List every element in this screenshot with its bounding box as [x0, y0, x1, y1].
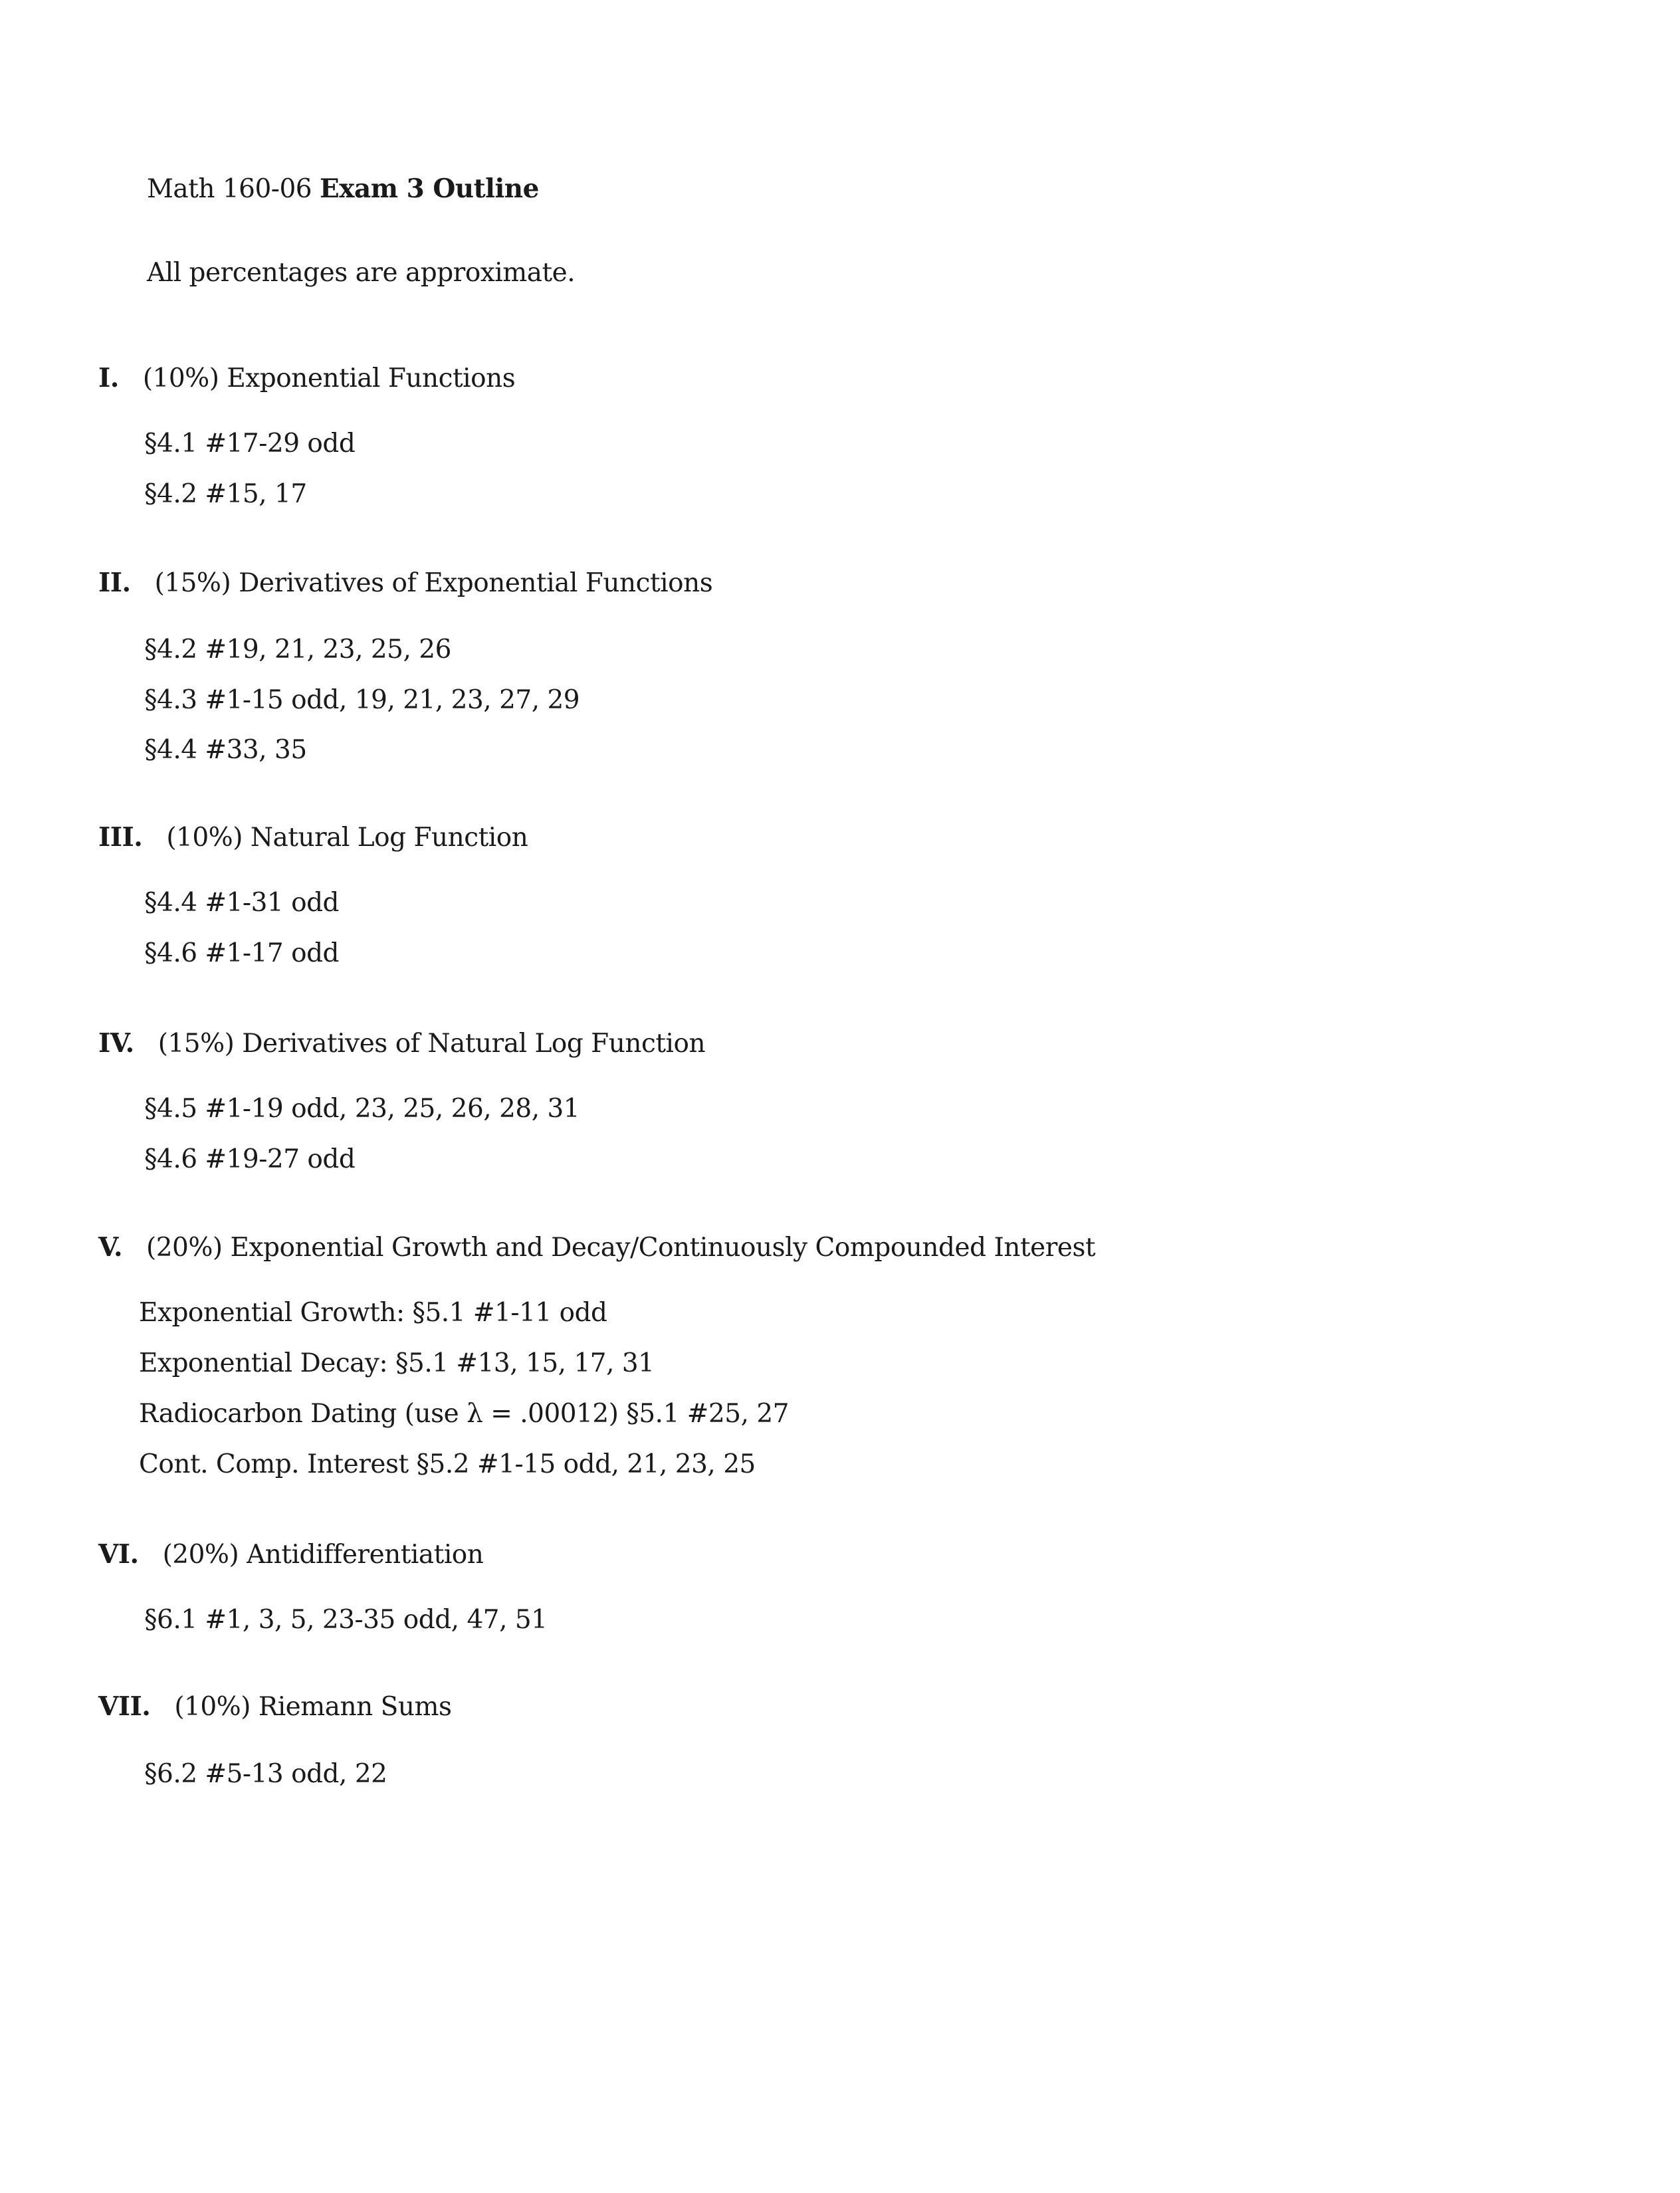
section-numeral: I.: [98, 363, 119, 393]
section-numeral: IV.: [98, 1028, 134, 1059]
list-item: §4.4 #1-31 odd: [144, 888, 340, 918]
page-title: [147, 173, 539, 205]
section-heading: [98, 1231, 1095, 1264]
section-heading: [98, 567, 712, 599]
section-heading: [98, 1538, 483, 1571]
list-item: §6.2 #5-13 odd, 22: [144, 1759, 387, 1789]
section-heading: [98, 1027, 705, 1060]
list-item: §4.2 #15, 17: [144, 479, 307, 509]
list-item: §4.4 #33, 35: [144, 735, 307, 765]
course-label: Math 160-06: [147, 174, 312, 204]
list-item: Cont. Comp. Interest §5.2 #1-15 odd, 21, 23, 25: [139, 1449, 756, 1479]
exam-title: Exam 3 Outline: [320, 173, 539, 204]
list-item: Radiocarbon Dating (use λ = .00012) §5.1 #25, 27: [139, 1399, 789, 1429]
section-title: (15%) Derivatives of Exponential Functions: [154, 568, 713, 598]
list-item: Exponential Decay: §5.1 #13, 15, 17, 31: [139, 1348, 655, 1378]
section-heading: [98, 821, 528, 854]
section-heading: [98, 1691, 451, 1723]
list-item: §4.5 #1-19 odd, 23, 25, 26, 28, 31: [144, 1094, 580, 1124]
section-numeral: II.: [98, 568, 131, 598]
section-title: (10%) Exponential Functions: [142, 364, 516, 393]
section-title: (10%) Riemann Sums: [174, 1692, 452, 1722]
list-item: Exponential Growth: §5.1 #1-11 odd: [139, 1298, 607, 1328]
section-title: (15%) Derivatives of Natural Log Function: [158, 1029, 706, 1059]
section-title: (10%) Natural Log Function: [166, 823, 528, 853]
section-title: (20%) Exponential Growth and Decay/Continuously Compounded Interest: [146, 1233, 1096, 1263]
section-heading: [98, 362, 515, 395]
list-item: §4.3 #1-15 odd, 19, 21, 23, 27, 29: [144, 685, 580, 715]
note: All percentages are approximate.: [147, 258, 576, 288]
list-item: §4.6 #19-27 odd: [144, 1144, 356, 1174]
section-numeral: VII.: [98, 1691, 151, 1722]
list-item: §4.2 #19, 21, 23, 25, 26: [144, 635, 451, 665]
list-item: §4.6 #1-17 odd: [144, 938, 340, 968]
section-numeral: VI.: [98, 1539, 139, 1570]
section-title: (20%) Antidifferentiation: [162, 1540, 484, 1570]
list-item: §4.1 #17-29 odd: [144, 429, 356, 459]
section-numeral: III.: [98, 822, 143, 853]
section-numeral: V.: [98, 1232, 123, 1263]
list-item: §6.1 #1, 3, 5, 23-35 odd, 47, 51: [144, 1605, 548, 1635]
